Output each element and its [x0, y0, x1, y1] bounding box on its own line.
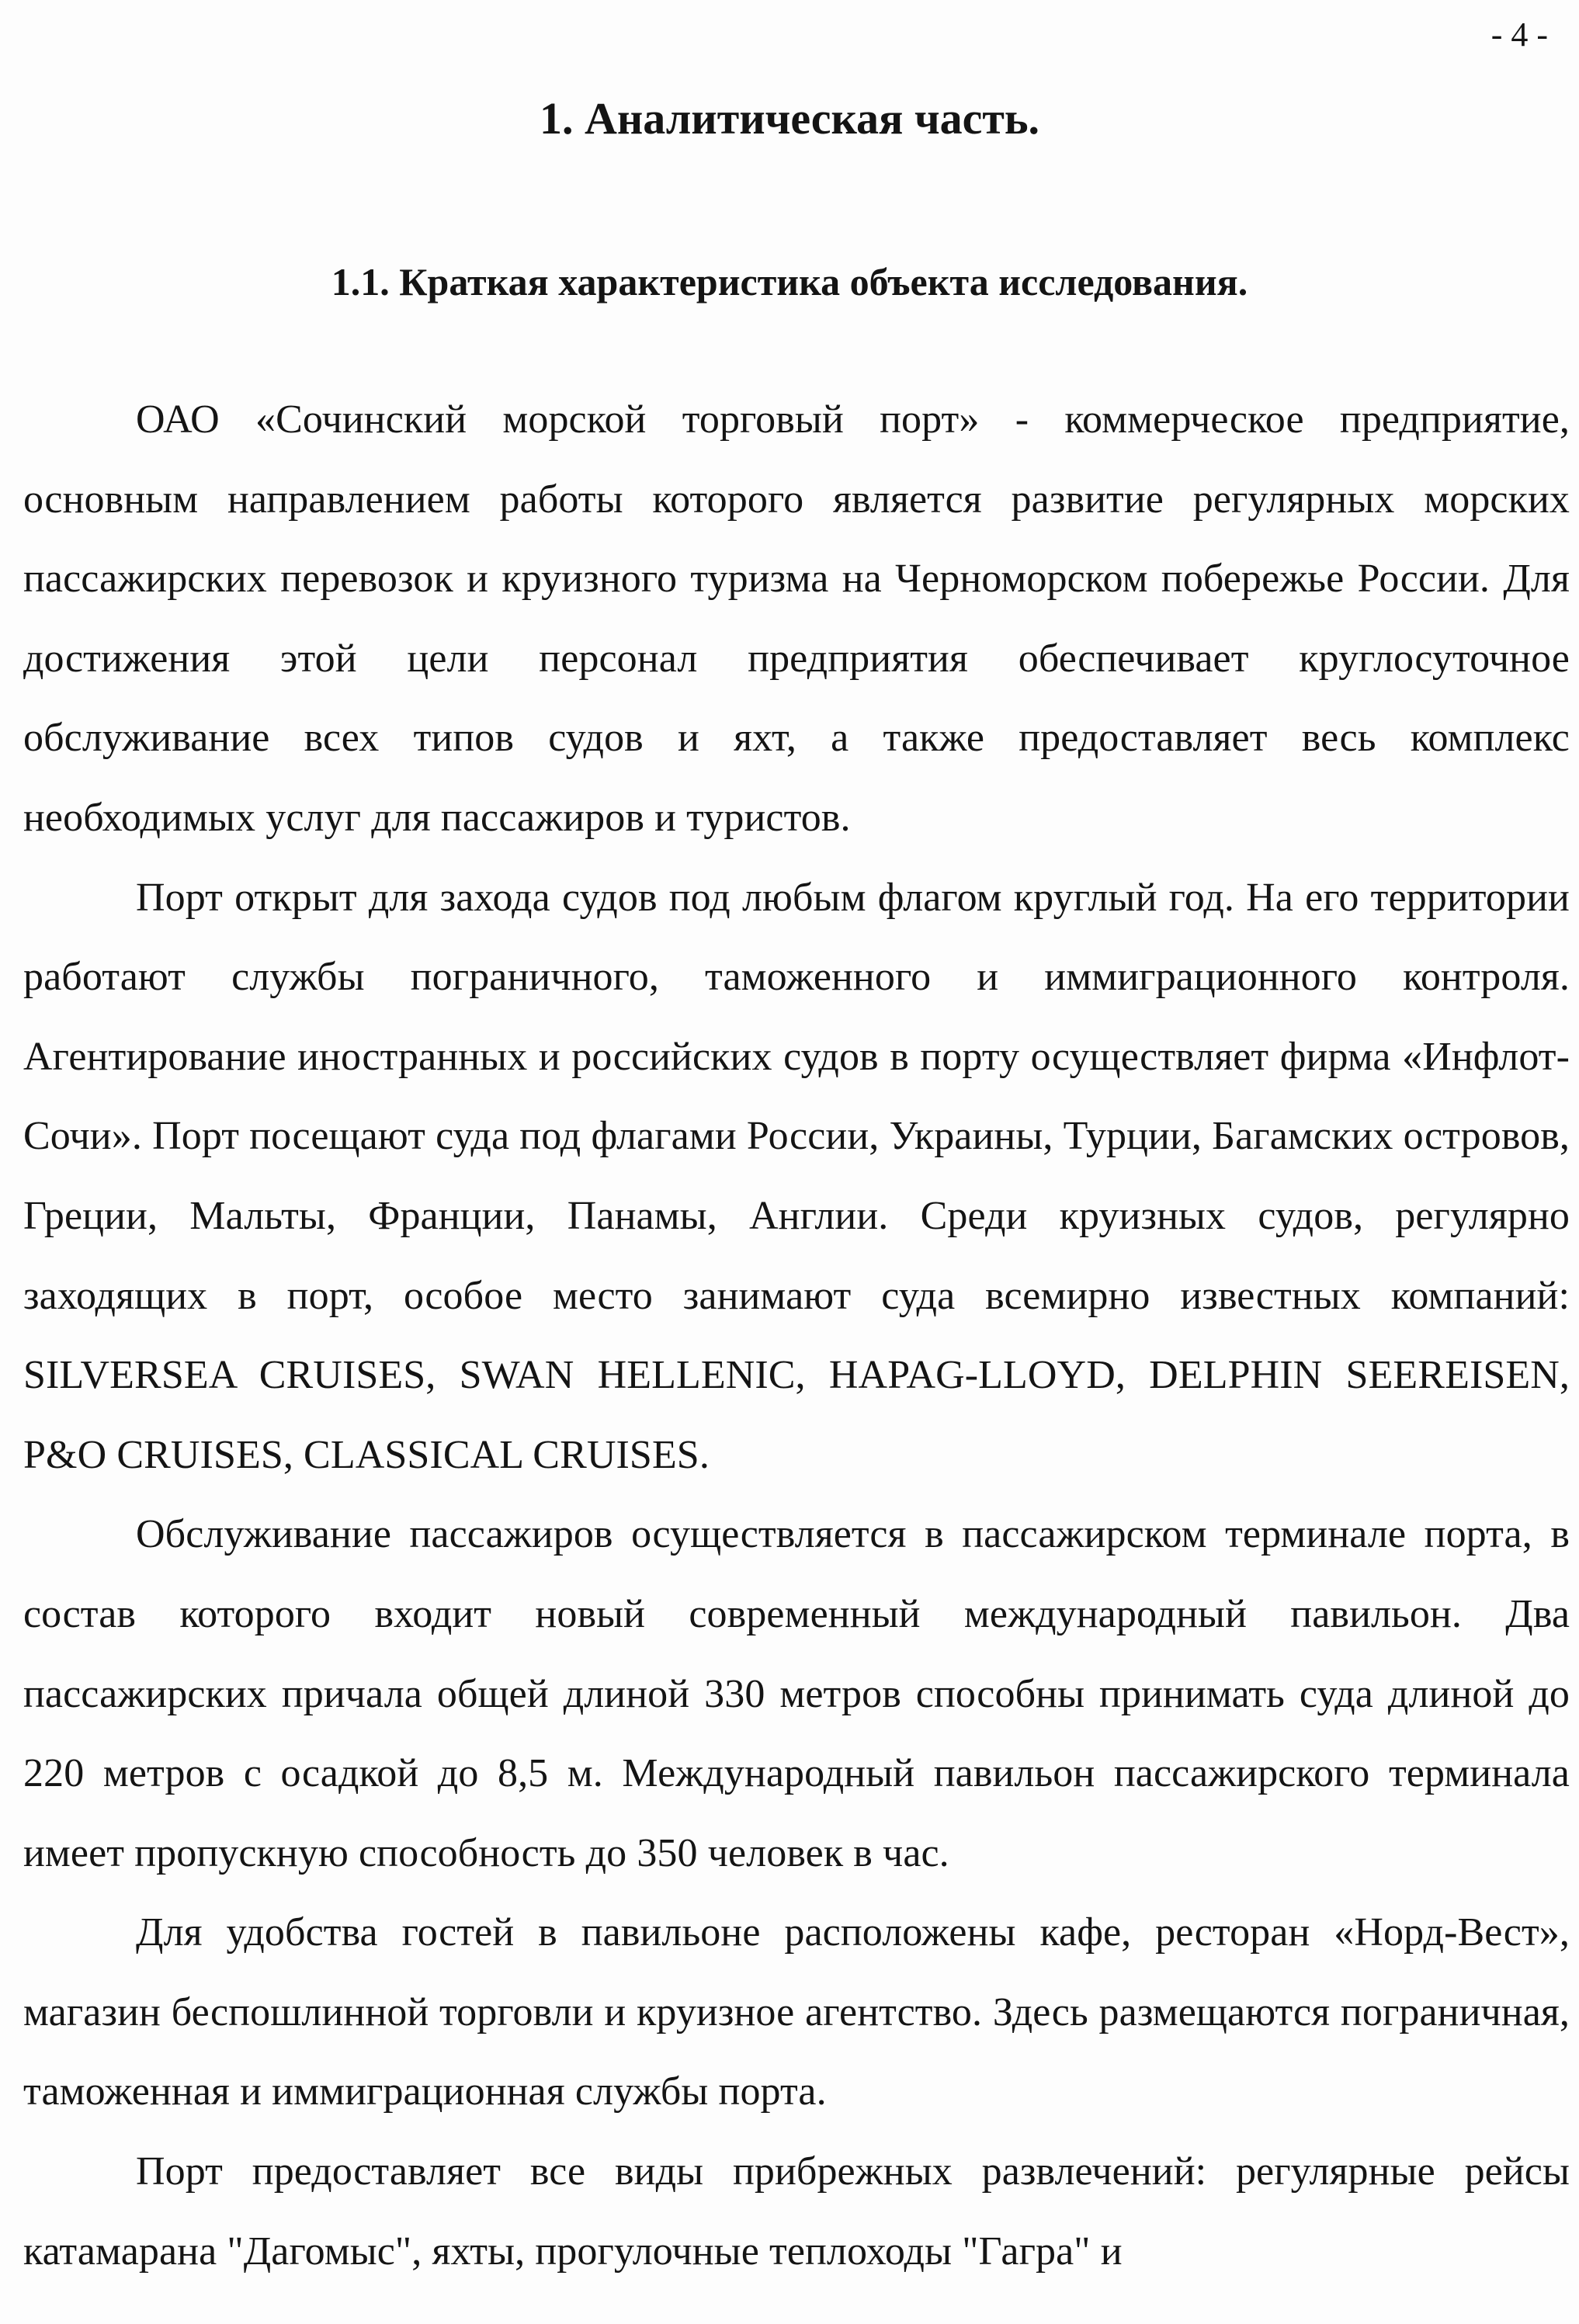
paragraph-port-access: Порт открыт для захода судов под любым флагом круглый год. На его территории работают службы пограничного, таможенного и иммиграционного контроля. Агентирование иностранных и российских судов в порту осуществляет фирма «Инфлот-Сочи». Порт посещают суда под флагами России, Украины, Турции, Багамских островов, Греции, Мальты, Франции, Панамы, Англии. Среди круизных судов, регулярно заходящих в порт, особое место занимают суда всемирно известных компаний: SILVERSEA CRUISES, SWAN HELLENIC, HAPAG-LLOYD, DELPHIN SEEREISEN, P&O CRUISES, CLASSICAL CRUISES. — [23, 875, 1570, 1477]
page-number: - 4 - — [1491, 16, 1548, 54]
paragraph-company-overview: ОАО «Сочинский морской торговый порт» - коммерческое предприятие, основным направлением работы которого является развитие регулярных морских пассажирских перевозок и круизного туризма на Черноморском побережье России. Для достижения этой цели персонал предприятия обеспечивает круглосуточное обслуживание всех типов судов и яхт, а также предоставляет весь комплекс необходимых услуг для пассажиров и туристов. — [23, 397, 1570, 840]
section-heading: 1. Аналитическая часть. — [539, 93, 1040, 144]
body-text — [23, 380, 1570, 2291]
paragraph-passenger-service: Обслуживание пассажиров осуществляется в пассажирском терминале порта, в состав которого входит новый современный международный павильон. Два пассажирских причала общей длиной 330 метров способны принимать суда длиной до 220 метров с осадкой до 8,5 м. Международный павильон пассажирского терминала имеет пропускную способность до 350 человек в час. — [23, 1512, 1570, 1875]
paragraph-pavilion-amenities: Для удобства гостей в павильоне расположены кафе, ресторан «Норд-Вест», магазин беспошлинной торговли и круизное агентство. Здесь размещаются пограничная, таможенная и иммиграционная службы порта. — [23, 1910, 1570, 2114]
subsection-heading: 1.1. Краткая характеристика объекта исследования. — [331, 260, 1248, 304]
paragraph-entertainment: Порт предоставляет все виды прибрежных развлечений: регулярные рейсы катамарана "Дагомыс", яхты, прогулочные теплоходы "Гагра" и — [23, 2149, 1570, 2274]
